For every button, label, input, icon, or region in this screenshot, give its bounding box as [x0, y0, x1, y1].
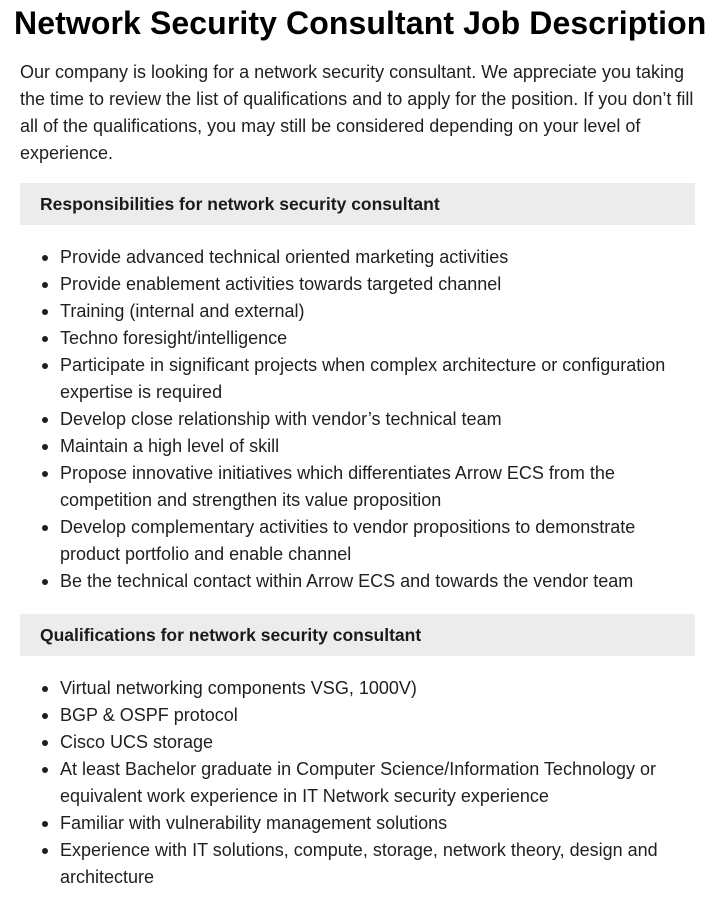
list-item: Be the technical contact within Arrow ECS and towards the vendor team [60, 568, 700, 595]
list-item: Provide enablement activities towards targeted channel [60, 271, 700, 298]
intro-paragraph: Our company is looking for a network security consultant. We appreciate you taking the time to review the list of qualifications and to apply for the position. If you don’t fill all of the qualifications, you may still be considered depending on your level of experience. [20, 62, 694, 163]
responsibilities-list [20, 244, 700, 595]
list-item: Cisco UCS storage [60, 729, 700, 756]
list-item: Techno foresight/intelligence [60, 325, 700, 352]
list-item: Virtual networking components VSG, 1000V) [60, 675, 700, 702]
list-item: Maintain a high level of skill [60, 433, 700, 460]
page-title: Network Security Consultant Job Description [14, 5, 707, 41]
list-item: Develop close relationship with vendor’s technical team [60, 406, 700, 433]
list-item: Provide advanced technical oriented marketing activities [60, 244, 700, 271]
list-item: BGP & OSPF protocol [60, 702, 700, 729]
qualifications-list [20, 675, 700, 891]
qualifications-heading: Qualifications for network security consultant [20, 614, 695, 656]
list-item: Propose innovative initiatives which differentiates Arrow ECS from the competition and strengthen its value proposition [60, 460, 700, 514]
list-item: Training (internal and external) [60, 298, 700, 325]
list-item: Experience with IT solutions, compute, storage, network theory, design and architecture [60, 837, 700, 891]
list-item: At least Bachelor graduate in Computer Science/Information Technology or equivalent work experience in IT Network security experience [60, 756, 700, 810]
responsibilities-heading: Responsibilities for network security consultant [20, 183, 695, 225]
list-item: Familiar with vulnerability management solutions [60, 810, 700, 837]
list-item: Participate in significant projects when complex architecture or configuration expertise is required [60, 352, 700, 406]
list-item: Develop complementary activities to vendor propositions to demonstrate product portfolio and enable channel [60, 514, 700, 568]
